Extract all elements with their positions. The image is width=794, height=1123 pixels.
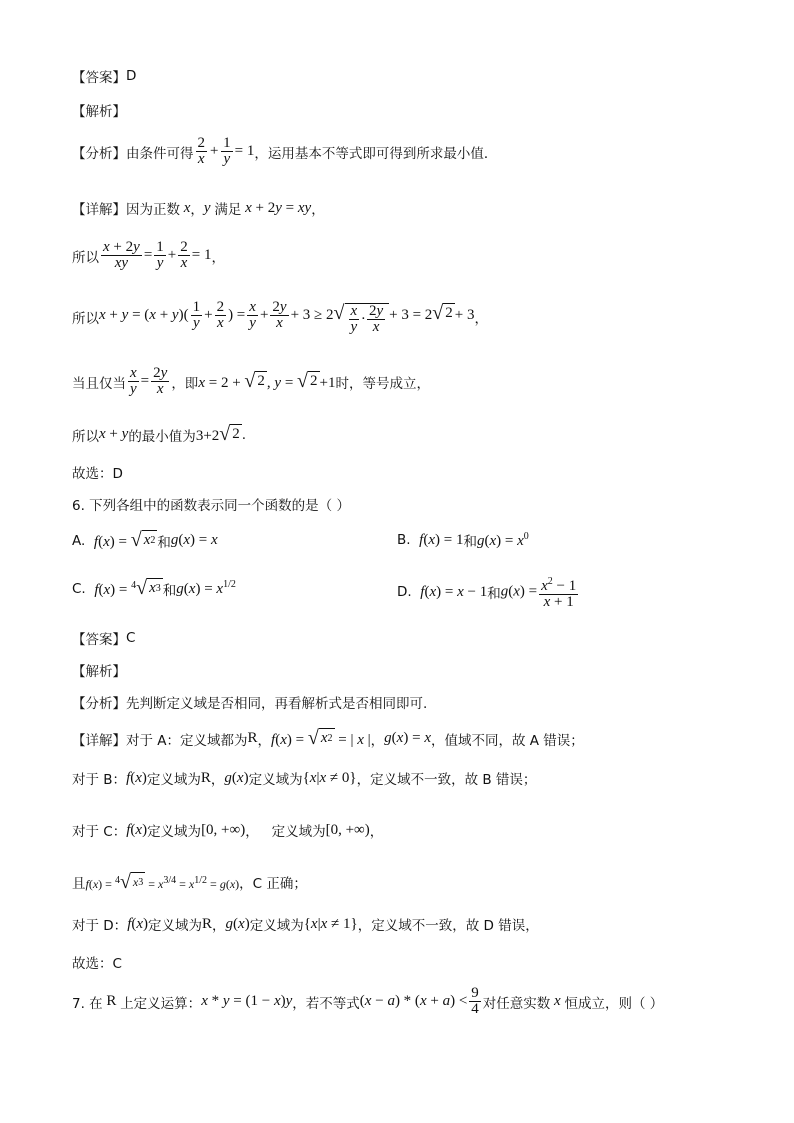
guxuan-6: 故选：C [72, 956, 122, 972]
option-a: A. f(x) = √ x 2 和 g(x) = x [72, 529, 218, 551]
dangqie-line: 当且仅当 $\frac{x}{y}$ = $\frac{2y}{x}$ ，即 x = 2 + √ 2 , y = √ 2 +1 时，等号成立， [72, 365, 430, 397]
fenxi-6: 【分析】 先判断定义域是否相同，再看解析式是否相同即可. [72, 696, 428, 712]
suoyi-line-2: 所以 x + y = (x + y)( $\frac{1}{y}$ + $\frac{2}{x}$ ) = $\frac{x}{y}$ + $\frac{2y}{x}$ + 3 ≥ 2 √ $\frac{x}{y}$ · $\frac{2y}{x}$ + 3 = 2 √ 2 + 3 ， [72, 299, 488, 335]
guxuan-5: 故选：D [72, 466, 123, 482]
detail-6-a: 【详解】 对于 A：定义域都为 R ， f(x) = √ x 2 = | x | ， g(x) = x ，值域不同，故 A 错误； [72, 727, 584, 749]
answer-line [72, 66, 136, 86]
option-d: D. f(x) = x − 1 和 g(x) = $\frac{x^2 - 1}{x + 1}$ [397, 576, 577, 610]
detail-6-d: 对于 D： f(x) 定义域为 R ， g(x) 定义域为 {x|x ≠ 1} ，定义域不一致，故 D 错误， [72, 915, 539, 934]
xiangjie-line: 【详解】 因为正数 x ， y 满足 x + 2y = xy ， [72, 199, 325, 218]
min-line: 所以 x + y 的最小值为 3+2 √ 2 . [72, 423, 247, 445]
question-7-stem: 7. 在 R 上定义运算： x * y = (1 − x)y ，若不等式 (x − a) * (x + a) < $\frac{9}{4}$ 对任意实数 x 恒成立，则（ ） [72, 985, 664, 1017]
detail-6-b: 对于 B： f(x) 定义域为 R ， g(x) 定义域为 {x|x ≠ 0} ，定义域不一致，故 B 错误； [72, 769, 537, 788]
answer-6: 【答案】 C [72, 630, 136, 648]
question-6-stem: 6. 下列各组中的函数表示同一个函数的是（ ） [72, 498, 350, 514]
fenxi-line: 【分析】 由条件可得 $\frac{2}{x}$ + $\frac{1}{y}$ = 1 ，运用基本不等式即可得到所求最小值． [72, 135, 498, 167]
option-c: C. f(x) = $^4$ √ x 3 和 $g(x) = x^{1/2}$ [72, 577, 236, 599]
option-b: B. f(x) = 1 和 $g(x) = x^0$ [397, 530, 529, 550]
analysis-heading-6: 【解析】 [72, 664, 126, 680]
detail-6-c: 对于 C： f(x) 定义域为 [0, +∞) ， 定义域为 [0, +∞) ， [72, 821, 384, 840]
detail-6-c2: 且 f(x) = $^4$ √ x 3 = $x^{3/4} = x^{1/2} = g(x)$ ，C 正确； [72, 871, 307, 893]
equation: x + y = (x + y)( $\frac{1}{y}$ + $\frac{2}{x}$ ) = $\frac{x}{y}$ + $\frac{2y}{x}$ + 3 ≥ 2 √ $\frac{x}{y}$ · $\frac{2y}{x}$ + 3 = 2 √ 2 + 3 [99, 299, 475, 335]
analysis-heading: 【解析】 [72, 104, 126, 120]
answer-value: D [126, 68, 137, 84]
answer-tag: 【答案】 [72, 70, 126, 86]
suoyi-line-1: 所以 $\frac{x + 2y}{xy}$ = $\frac{1}{y}$ + $\frac{2}{x}$ = 1 ， [72, 239, 225, 271]
equation: $\frac{x + 2y}{xy}$ = $\frac{1}{y}$ + $\frac{2}{x}$ = 1 [103, 239, 212, 271]
equation: $\frac{2}{x}$ + $\frac{1}{y}$ = 1 [197, 135, 255, 167]
